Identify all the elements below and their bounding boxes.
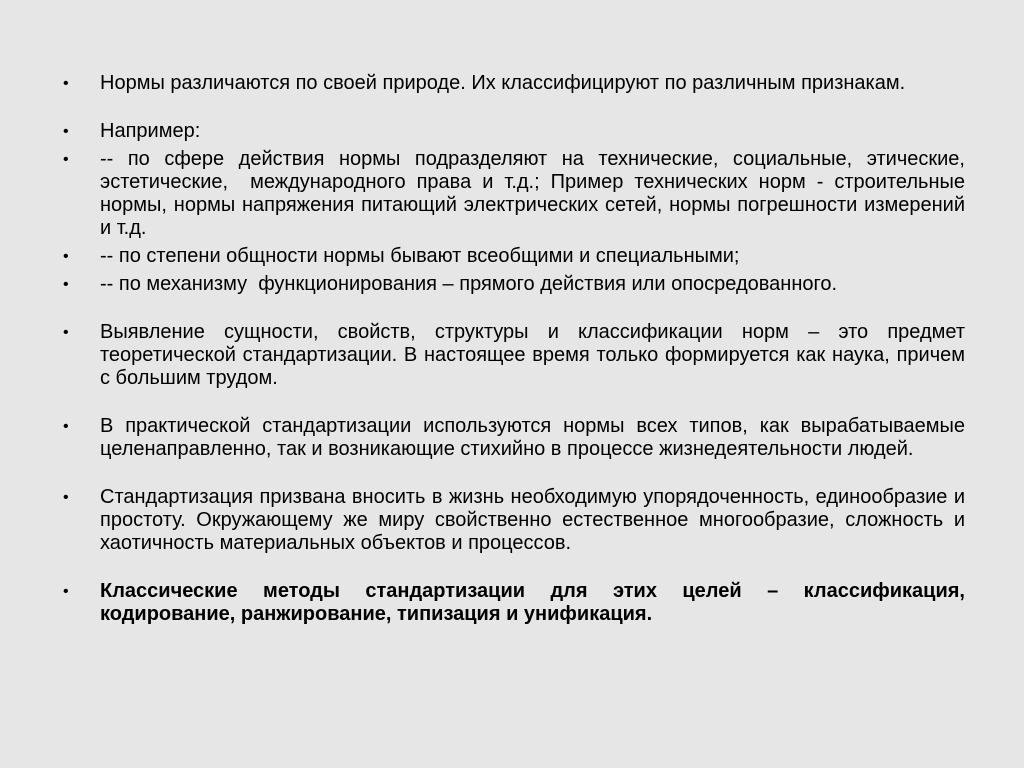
bullet-marker: • [63,583,69,600]
bullet-marker: • [63,418,69,435]
bullet-text: -- по механизму функционирования – прямого действия или опосредованного. [100,273,838,295]
bullet-marker: • [63,75,69,92]
bullet-item-purpose [60,486,971,555]
bullet-text: -- по степени общности нормы бывают всеобщими и специальными; [100,245,740,267]
bullet-marker: • [63,123,69,140]
bullet-text: Выявление сущности, свойств, структуры и классификации норм – это предмет теоретической стандартизации. В настоящее время только формируется как наука, причем с большим трудом. [100,321,971,389]
bullet-text: -- по сфере действия нормы подразделяют на технические, социальные, этические, эстетические, международного права и т.д.; Пример технических норм - строительные нормы, нормы напряжения питающий электрических сетей, нормы погрешности измерений и т.д. [100,148,971,239]
bullet-item-practical [60,415,971,461]
bullet-item-mechanism [60,273,965,296]
bullet-item-theoretical [60,321,971,390]
bullet-text: Например: [100,120,201,142]
bullet-text: В практической стандартизации используются нормы всех типов, как вырабатываемые целенаправленно, так и возникающие стихийно в процессе жизнедеятельности людей. [100,415,971,460]
bullet-text: Стандартизация призвана вносить в жизнь необходимую упорядоченность, единообразие и простоту. Окружающему же миру свойственно естественное многообразие, сложность и хаотичность материальных объектов и процессов. [100,486,971,554]
bullet-item-scope [60,148,971,240]
bullet-item-norms-differ [60,72,965,95]
bullet-text: Классические методы стандартизации для этих целей – классификация, кодирование, ранжирование, типизация и унификация. [100,580,971,625]
bullet-marker: • [63,324,69,341]
bullet-marker: • [63,248,69,265]
bullet-marker: • [63,151,69,168]
bullet-list [60,72,971,626]
bullet-text: Нормы различаются по своей природе. Их классифицируют по различным признакам. [100,72,906,94]
bullet-item-classic-methods [60,580,971,626]
bullet-marker: • [63,489,69,506]
bullet-item-generality [60,245,965,268]
bullet-item-for-example [60,120,965,143]
bullet-marker: • [63,276,69,293]
